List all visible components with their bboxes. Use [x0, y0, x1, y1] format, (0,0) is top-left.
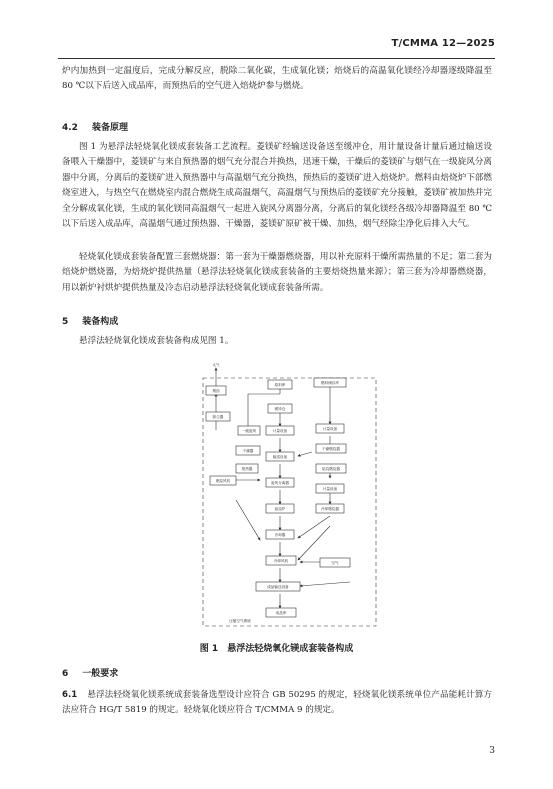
label-calciner: 焙烧炉	[274, 507, 286, 511]
paragraph-5: 悬浮法轻烧氧化镁成套装备构成见图 1。	[79, 336, 234, 346]
equipment-flow-diagram	[200, 360, 380, 632]
section-4-2-heading	[62, 120, 128, 133]
section-number: 6	[62, 669, 69, 679]
label-metering1: 计量设备	[272, 429, 288, 433]
label-air: 空气	[331, 561, 339, 565]
label-compressed-air: 压缩空气系统	[229, 619, 251, 623]
label-cooling-fan: 冷却风机	[273, 559, 289, 563]
section-5-heading	[62, 314, 118, 327]
label-product-store: 成品库	[275, 611, 287, 615]
label-cyclone1: 一级旋风	[241, 429, 257, 433]
label-buffer-bin: 缓冲仓	[274, 407, 286, 411]
section-title: 一般要求	[82, 669, 119, 679]
paragraph-continued: 炉内加热到一定温度后，完成分解反应，脱除二氧化碳，生成氧化镁；焙烧后的高温氧化镁经冷却器逐级降温至 80 ℃以下后送入成品库，而预热后的空气进入焙烧炉参与燃烧。	[62, 66, 492, 92]
section-number: 4.2	[62, 123, 78, 133]
label-metering2: 计量设备	[322, 427, 338, 431]
section-number: 6.1	[62, 690, 78, 700]
label-dryer-burner: 干燥燃烧器	[322, 447, 340, 451]
label-dust-collector: 除尘器	[212, 415, 224, 419]
label-stack: 烟囱	[212, 389, 220, 393]
label-raw-bin: 原料库	[274, 383, 286, 387]
standard-code: T/CMMA 12—2025	[391, 38, 495, 49]
label-fuel-storage: 燃料储存库	[321, 381, 339, 385]
figure-caption: 图 1 悬浮法轻烧氧化镁成套装备构成	[199, 644, 354, 654]
paragraph-6-1	[62, 688, 492, 719]
label-cooler: 冷却器	[274, 533, 286, 537]
label-fan: 燃烧风机	[215, 479, 231, 483]
label-preheater: 预热器	[241, 467, 253, 471]
label-product-conveyor: 成品输送设备	[267, 585, 289, 589]
section-title: 装备构成	[82, 317, 119, 327]
page-number: 3	[489, 746, 495, 756]
section-title: 装备原理	[91, 123, 128, 133]
paragraph-4-2-process: 图 1 为悬浮法轻烧氧化镁成套装备工艺流程。菱镁矿经输送设备送至缓冲仓，用计量设备计量后通过输送设备喂入干燥器中，菱镁矿与来自预热器的烟气充分混合并换热，迅速干燥，干燥后的菱镁矿与烟气在一级旋风分离器中分离，分离后的菱镁矿进入预热器中与高温烟气充分换热，预热后的菱镁矿进入焙烧炉。燃料由焙烧炉下部燃烧室进入，与热空气在燃烧室内混合燃烧生成高温烟气，高温烟气与预热后的菱镁矿充分接触，菱镁矿被加热并完全分解成氧化镁，生成的氧化镁同高温烟气一起进入旋风分离器分离，分离后的氧化镁经各级冷却器降温至 80 ℃以下后送入成品库，高温烟气通过预热器、干燥器，菱镁矿原矿被干燥、加热，烟气经除尘净化后排入大气。	[62, 142, 492, 230]
section-number: 5	[62, 317, 69, 327]
label-dryer: 干燥器	[242, 449, 254, 453]
label-exhaust: 大气	[212, 363, 220, 367]
label-kiln-burner: 焙烧燃烧器	[322, 467, 340, 471]
label-cooler-burner: 冷却燃烧器	[321, 507, 339, 511]
label-conveyor: 输送设备	[272, 455, 288, 459]
paragraph-6-1-text: 悬浮法轻烧氧化镁系统成套装备选型设计应符合 GB 50295 的规定，轻烧氧化镁系统单位产品能耗计算方法应符合 HG/T 5819 的规定。轻烧氧化镁应符合 T/CMMA 9 的规定。	[62, 690, 492, 716]
header-rule	[58, 58, 495, 59]
label-metering3: 计量设备	[322, 487, 338, 491]
section-6-heading	[62, 666, 118, 679]
paragraph-4-2-burners: 轻烧氧化镁成套装备配置三套燃烧器：第一套为干燥器燃烧器，用以补充原料干燥所需热量的不足；第二套为焙烧炉燃烧器，为焙烧炉提供热量（悬浮法轻烧氧化镁成套装备的主要焙烧热量来源）；第三套为冷却器燃烧器，用以新炉衬烘炉提供热量及冷态启动悬浮法轻烧氧化镁成套装备所需。	[62, 252, 492, 293]
label-separator: 旋风分离器	[271, 481, 289, 485]
